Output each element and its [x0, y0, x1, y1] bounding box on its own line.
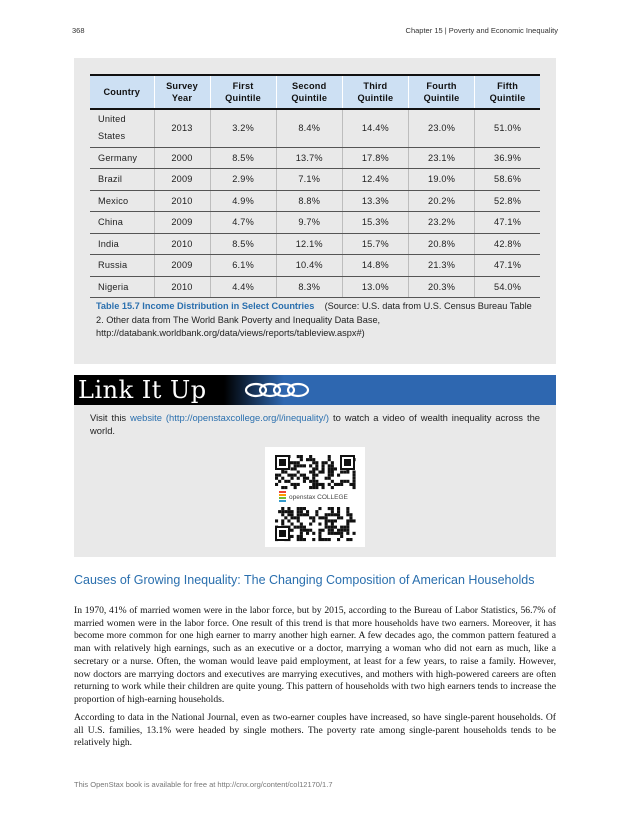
cell-q5: 42.8% [475, 233, 540, 255]
cell-q1: 8.5% [210, 147, 276, 169]
cell-q3: 12.4% [342, 169, 408, 191]
table-row [90, 169, 540, 191]
cell-q1: 2.9% [210, 169, 276, 191]
cell-q5: 52.8% [475, 190, 540, 212]
cell-q5: 51.0% [475, 109, 540, 147]
cell-year: 2009 [154, 169, 210, 191]
table-panel [74, 58, 556, 364]
link-it-up-title: Link It Up [78, 376, 207, 404]
cell-q4: 19.0% [408, 169, 474, 191]
cell-year: 2000 [154, 147, 210, 169]
cell-q2: 8.3% [276, 276, 342, 298]
cell-q2: 12.1% [276, 233, 342, 255]
header-survey-year: Survey Year [154, 75, 210, 109]
cell-q3: 14.4% [342, 109, 408, 147]
cell-country: Brazil [90, 169, 154, 191]
cell-year: 2010 [154, 276, 210, 298]
chapter-title: Chapter 15 | Poverty and Economic Inequality [405, 26, 558, 35]
qr-code-card[interactable] [265, 447, 365, 547]
cell-country: Germany [90, 147, 154, 169]
cell-q5: 58.6% [475, 169, 540, 191]
body-paragraph: In 1970, 41% of married women were in the labor force, but by 2015, according to the Bureau of Labor Statistics, 56.7% of married women were in the labor force. One result of this trend is that more households have two earners. Moreover, it has become more common for one high earner to marry another high earner. A few decades ago, the common pattern featured a man with relatively high earnings, such as an executive or a doctor, marrying a woman who did not earn as much, like a secretary or a nurse. Often, the woman would leave paid employment, at least for a few years, to raise a family. However, now doctors are marrying doctors and executives are marrying executives, and mothers with high-powered careers are often returning to work while their children are quite young. This pattern of households with two high earners tends to increase the proportion of high-earning households. [74, 605, 556, 705]
cell-q4: 20.8% [408, 233, 474, 255]
cell-q5: 47.1% [475, 255, 540, 277]
cell-q4: 23.2% [408, 212, 474, 234]
svg-text:openstax COLLEGE: openstax COLLEGE [289, 494, 348, 501]
table-row [90, 212, 540, 234]
cell-q2: 7.1% [276, 169, 342, 191]
cell-country: China [90, 212, 154, 234]
page-number: 368 [72, 26, 85, 35]
link-it-up-banner [74, 375, 556, 405]
cell-q1: 6.1% [210, 255, 276, 277]
cell-country: Mexico [90, 190, 154, 212]
cell-q5: 47.1% [475, 212, 540, 234]
table-row [90, 276, 540, 298]
section-heading: Causes of Growing Inequality: The Changing Composition of American Households [74, 573, 535, 587]
header-second-quintile: Second Quintile [276, 75, 342, 109]
cell-q2: 8.8% [276, 190, 342, 212]
cell-q1: 4.4% [210, 276, 276, 298]
cell-q4: 23.0% [408, 109, 474, 147]
header-fourth-quintile: Fourth Quintile [408, 75, 474, 109]
caption-source: (Source: U.S. data from U.S. Census Bureau Table 2. Other data from The World Bank Poverty and Inequality Data Base, http://databank.worldbank.org/data/views/reports/tableview.aspx#) [96, 301, 532, 338]
cell-q2: 13.7% [276, 147, 342, 169]
income-distribution-table [90, 74, 540, 298]
table-row [90, 147, 540, 169]
cell-q2: 9.7% [276, 212, 342, 234]
page-header [72, 26, 558, 38]
cell-q3: 15.3% [342, 212, 408, 234]
cell-q3: 13.0% [342, 276, 408, 298]
cell-country: United States [90, 109, 154, 147]
cell-q4: 20.3% [408, 276, 474, 298]
cell-q2: 8.4% [276, 109, 342, 147]
cell-year: 2009 [154, 255, 210, 277]
cell-q1: 8.5% [210, 233, 276, 255]
qr-code-icon [265, 447, 365, 547]
cell-country: India [90, 233, 154, 255]
cell-year: 2010 [154, 190, 210, 212]
table-row [90, 255, 540, 277]
cell-q5: 54.0% [475, 276, 540, 298]
cell-q5: 36.9% [475, 147, 540, 169]
body-paragraph: According to data in the National Journal, even as two-earner couples have increased, so have single-parent households. Of all U.S. families, 13.1% were headed by single mothers. The poverty rate among single-parent households tends to be relatively high. [74, 712, 556, 749]
header-fifth-quintile: Fifth Quintile [475, 75, 540, 109]
table-caption [96, 300, 536, 341]
cell-q4: 23.1% [408, 147, 474, 169]
cell-q4: 21.3% [408, 255, 474, 277]
cell-country: Nigeria [90, 276, 154, 298]
cell-q4: 20.2% [408, 190, 474, 212]
caption-title: Table 15.7 Income Distribution in Select Countries [96, 301, 315, 311]
cell-year: 2009 [154, 212, 210, 234]
cell-year: 2010 [154, 233, 210, 255]
table-row [90, 190, 540, 212]
chain-link-icon [244, 381, 314, 399]
table-row [90, 109, 540, 147]
link-it-up-text: Visit this website (http://openstaxcollege.org/l/inequality/) to watch a video of wealth inequality across the world. [90, 412, 541, 436]
table-header-row [90, 75, 540, 109]
table-row [90, 233, 540, 255]
cell-q1: 4.9% [210, 190, 276, 212]
cell-q2: 10.4% [276, 255, 342, 277]
header-country: Country [90, 75, 154, 109]
cell-country: Russia [90, 255, 154, 277]
cell-q1: 4.7% [210, 212, 276, 234]
inequality-video-link[interactable]: website (http://openstaxcollege.org/l/inequality/) [130, 412, 330, 423]
cell-q3: 15.7% [342, 233, 408, 255]
header-third-quintile: Third Quintile [342, 75, 408, 109]
cell-year: 2013 [154, 109, 210, 147]
cell-q1: 3.2% [210, 109, 276, 147]
cell-q3: 13.3% [342, 190, 408, 212]
header-first-quintile: First Quintile [210, 75, 276, 109]
page-footer: This OpenStax book is available for free at http://cnx.org/content/col12170/1.7 [74, 780, 333, 789]
cell-q3: 17.8% [342, 147, 408, 169]
link-it-up-panel [74, 405, 556, 557]
cell-q3: 14.8% [342, 255, 408, 277]
